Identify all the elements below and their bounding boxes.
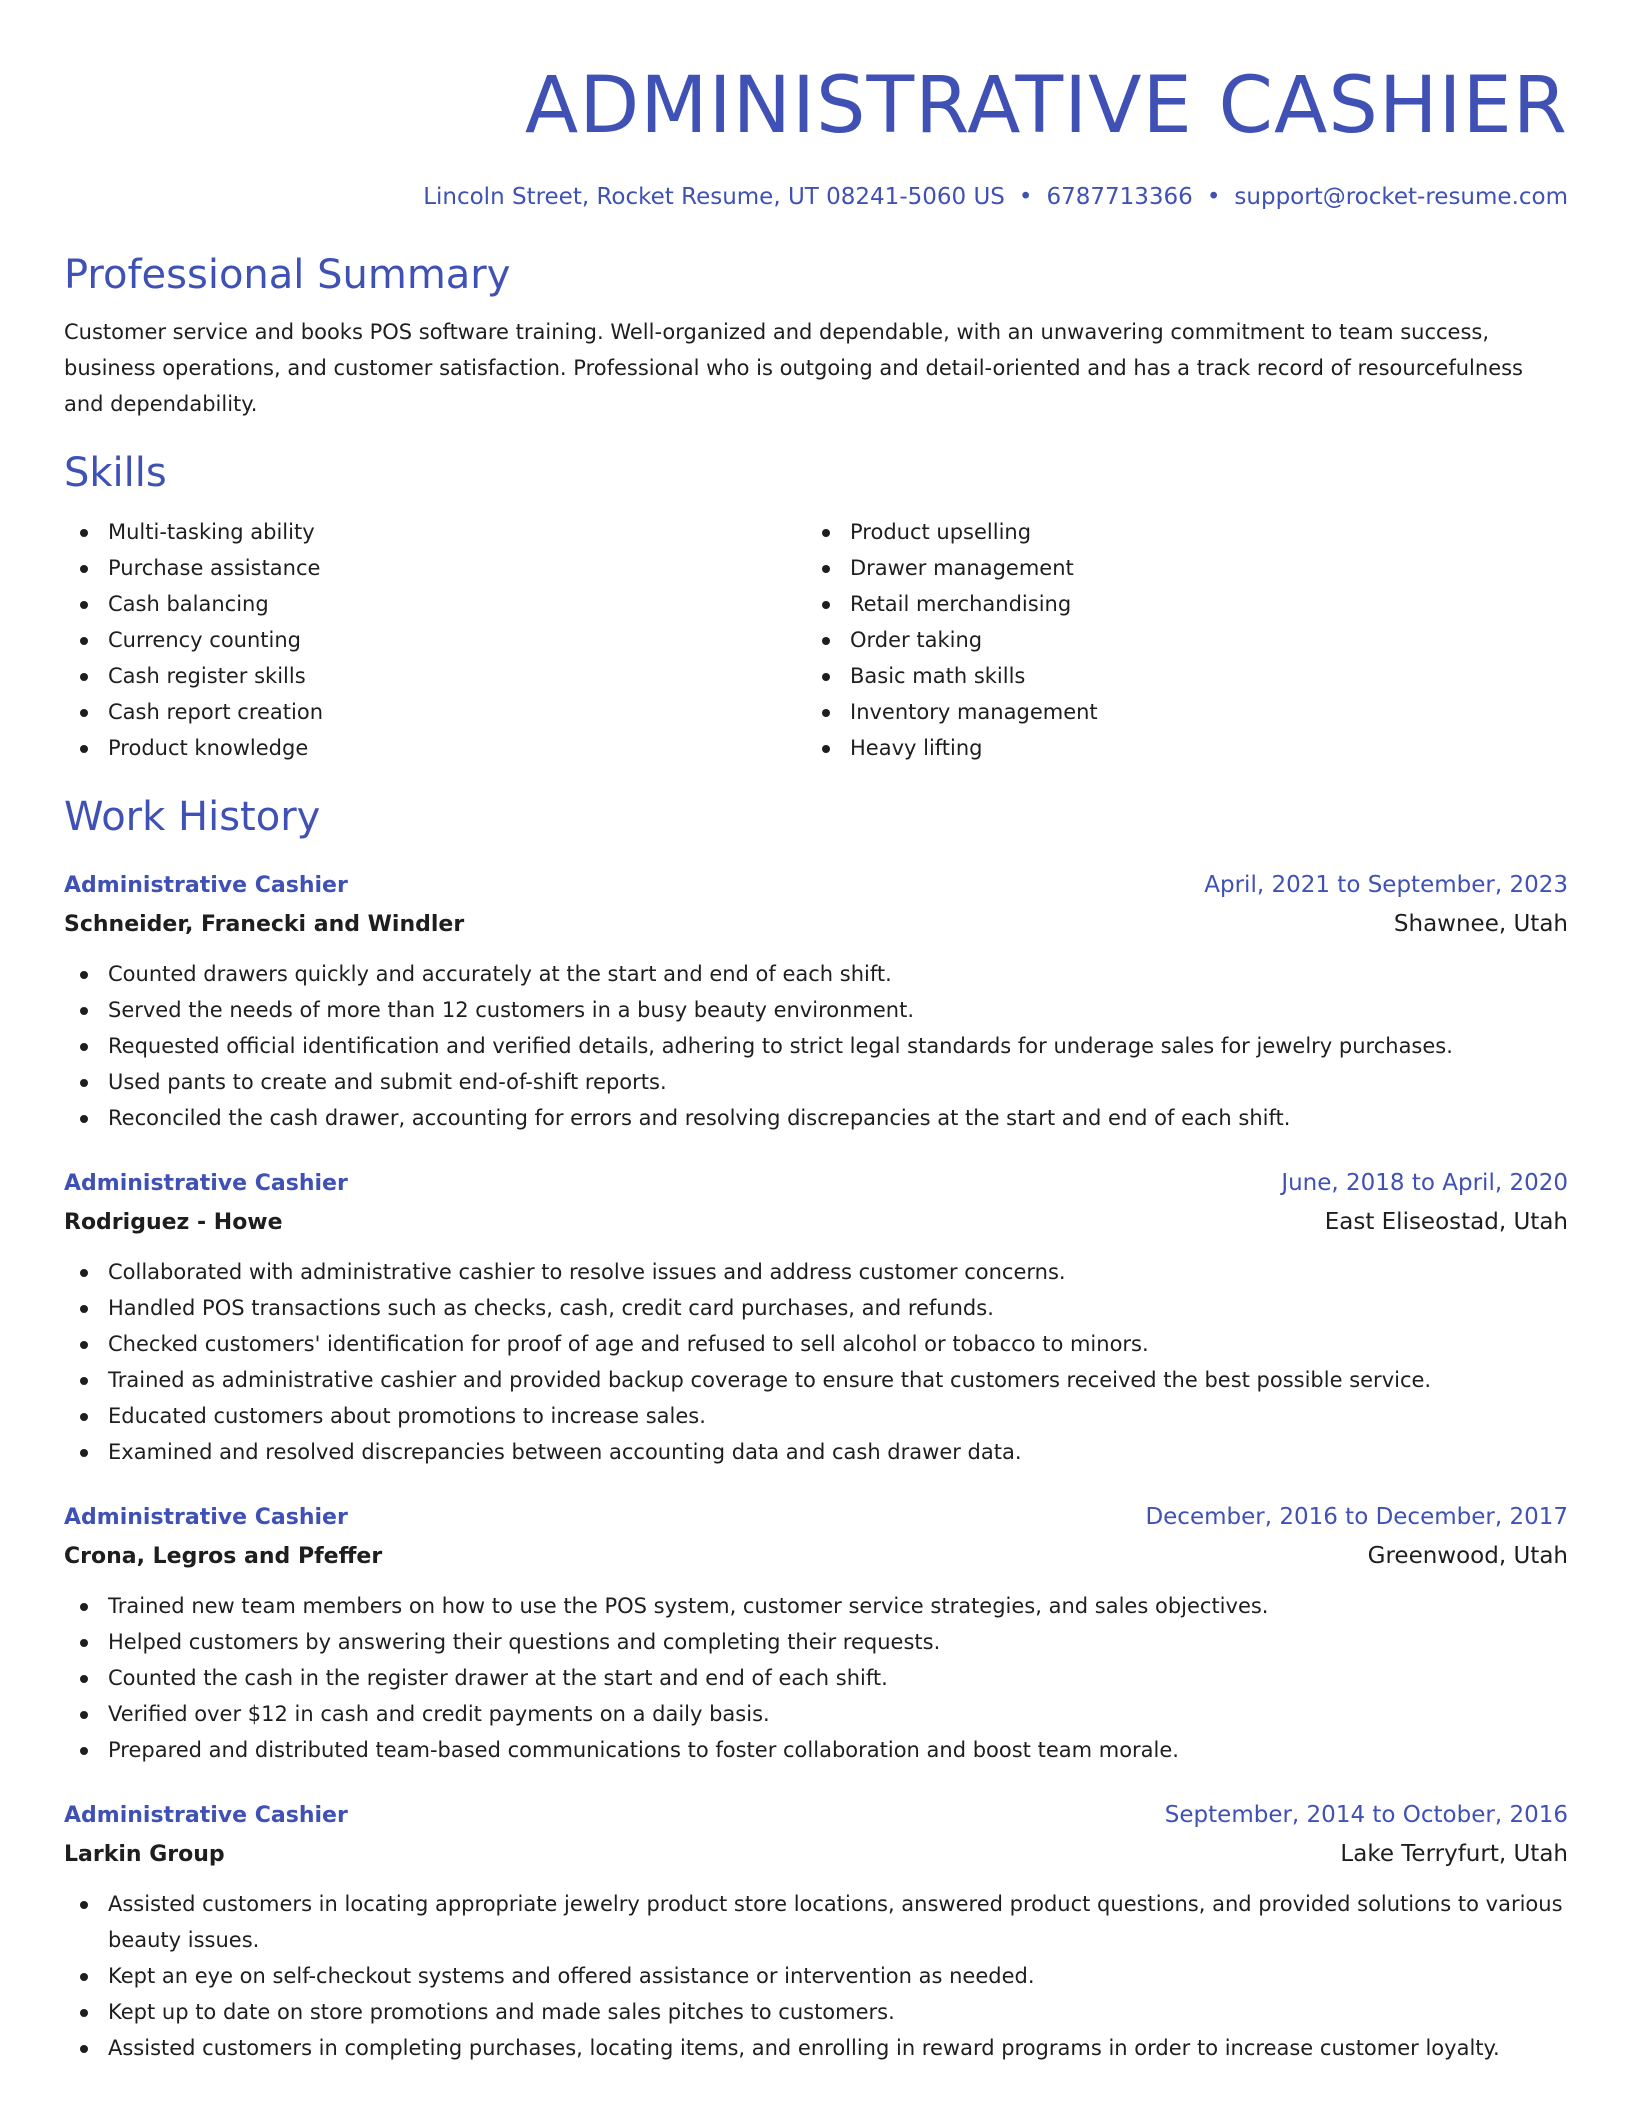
job-bullet: Prepared and distributed team-based communications to foster collaboration and boost team morale. [64, 1732, 1568, 1768]
job-header [64, 1500, 1568, 1535]
skills-column-right [806, 514, 1548, 766]
job-bullet: Counted drawers quickly and accurately at the start and end of each shift. [64, 956, 1568, 992]
job-bullet: Trained new team members on how to use the POS system, customer service strategies, and sales objectives. [64, 1588, 1568, 1624]
job-dates: September, 2014 to October, 2016 [1164, 1802, 1568, 1828]
job-bullet: Collaborated with administrative cashier to resolve issues and address customer concerns. [64, 1254, 1568, 1290]
skill-item: Inventory management [806, 694, 1548, 730]
job-bullet: Examined and resolved discrepancies between accounting data and cash drawer data. [64, 1434, 1568, 1470]
job-dates: June, 2018 to April, 2020 [1281, 1170, 1568, 1196]
skill-item: Retail merchandising [806, 586, 1548, 622]
job-bullet: Checked customers' identification for proof of age and refused to sell alcohol or tobacco to minors. [64, 1326, 1568, 1362]
job-header [64, 1798, 1568, 1833]
resume-name: ADMINISTRATIVE CASHIER [524, 61, 1568, 151]
job-subheader [64, 907, 1568, 942]
job-entry [64, 1500, 1568, 1768]
contact-separator: • [1206, 184, 1221, 210]
skill-item: Cash balancing [64, 586, 806, 622]
skill-item: Multi-tasking ability [64, 514, 806, 550]
job-company: Crona, Legros and Pfeffer [64, 1544, 383, 1569]
job-bullets [64, 1886, 1568, 2066]
job-bullet: Helped customers by answering their questions and completing their requests. [64, 1624, 1568, 1660]
skills-list [64, 514, 1568, 766]
skill-item: Basic math skills [806, 658, 1548, 694]
summary-text: Customer service and books POS software training. Well-organized and dependable, with an unwavering commitment to team success, business operations, and customer satisfaction. Professional who is outgoing and detail-oriented and has a track record of resourcefulness and dependability. [64, 320, 1523, 416]
job-bullet: Trained as administrative cashier and provided backup coverage to ensure that customers received the best possible service. [64, 1362, 1568, 1398]
job-bullets [64, 1254, 1568, 1470]
contact-phone: 6787713366 [1046, 184, 1193, 210]
skills-column-left [64, 514, 806, 766]
job-dates: April, 2021 to September, 2023 [1204, 872, 1568, 898]
job-bullets [64, 956, 1568, 1136]
job-title: Administrative Cashier [64, 1803, 348, 1828]
work-history-heading: Work History [64, 794, 321, 840]
job-title: Administrative Cashier [64, 1171, 348, 1196]
job-bullet: Counted the cash in the register drawer at the start and end of each shift. [64, 1660, 1568, 1696]
job-bullet: Kept an eye on self-checkout systems and offered assistance or intervention as needed. [64, 1958, 1568, 1994]
job-location: Lake Terryfurt, Utah [1340, 1841, 1568, 1867]
job-company: Schneider, Franecki and Windler [64, 912, 465, 937]
skills-heading: Skills [64, 450, 167, 496]
job-bullet: Assisted customers in locating appropriate jewelry product store locations, answered product questions, and provided solutions to various beauty issues. [64, 1886, 1568, 1958]
skill-item: Product knowledge [64, 730, 806, 766]
job-entry [64, 868, 1568, 1136]
contact-separator: • [1018, 184, 1033, 210]
job-company: Larkin Group [64, 1842, 225, 1867]
job-entry [64, 1166, 1568, 1470]
job-entry [64, 1798, 1568, 2066]
skill-item: Cash report creation [64, 694, 806, 730]
job-bullet: Kept up to date on store promotions and made sales pitches to customers. [64, 1994, 1568, 2030]
job-header [64, 1166, 1568, 1201]
job-bullet: Educated customers about promotions to increase sales. [64, 1398, 1568, 1434]
skill-item: Currency counting [64, 622, 806, 658]
job-subheader [64, 1539, 1568, 1574]
contact-address: Lincoln Street, Rocket Resume, UT 08241-5060 US [423, 184, 1005, 210]
contact-line [64, 182, 1568, 212]
skill-item: Heavy lifting [806, 730, 1548, 766]
job-dates: December, 2016 to December, 2017 [1145, 1504, 1568, 1530]
job-bullet: Handled POS transactions such as checks, cash, credit card purchases, and refunds. [64, 1290, 1568, 1326]
summary-heading: Professional Summary [64, 252, 511, 298]
job-location: Shawnee, Utah [1393, 911, 1568, 937]
skill-item: Order taking [806, 622, 1548, 658]
skill-item: Cash register skills [64, 658, 806, 694]
job-bullet: Used pants to create and submit end-of-shift reports. [64, 1064, 1568, 1100]
job-location: Greenwood, Utah [1367, 1543, 1568, 1569]
job-bullet: Reconciled the cash drawer, accounting for errors and resolving discrepancies at the start and end of each shift. [64, 1100, 1568, 1136]
skill-item: Purchase assistance [64, 550, 806, 586]
job-bullets [64, 1588, 1568, 1768]
job-location: East Eliseostad, Utah [1324, 1209, 1568, 1235]
job-company: Rodriguez - Howe [64, 1210, 283, 1235]
contact-email[interactable]: support@rocket-resume.com [1234, 184, 1568, 210]
job-bullet: Requested official identification and verified details, adhering to strict legal standards for underage sales for jewelry purchases. [64, 1028, 1568, 1064]
job-header [64, 868, 1568, 903]
job-bullet: Served the needs of more than 12 customers in a busy beauty environment. [64, 992, 1568, 1028]
resume-page [64, 0, 1568, 2066]
job-subheader [64, 1205, 1568, 1240]
skill-item: Product upselling [806, 514, 1548, 550]
job-bullet: Assisted customers in completing purchases, locating items, and enrolling in reward programs in order to increase customer loyalty. [64, 2030, 1568, 2066]
job-bullet: Verified over $12 in cash and credit payments on a daily basis. [64, 1696, 1568, 1732]
skill-item: Drawer management [806, 550, 1548, 586]
job-subheader [64, 1837, 1568, 1872]
job-title: Administrative Cashier [64, 873, 348, 898]
job-title: Administrative Cashier [64, 1505, 348, 1530]
